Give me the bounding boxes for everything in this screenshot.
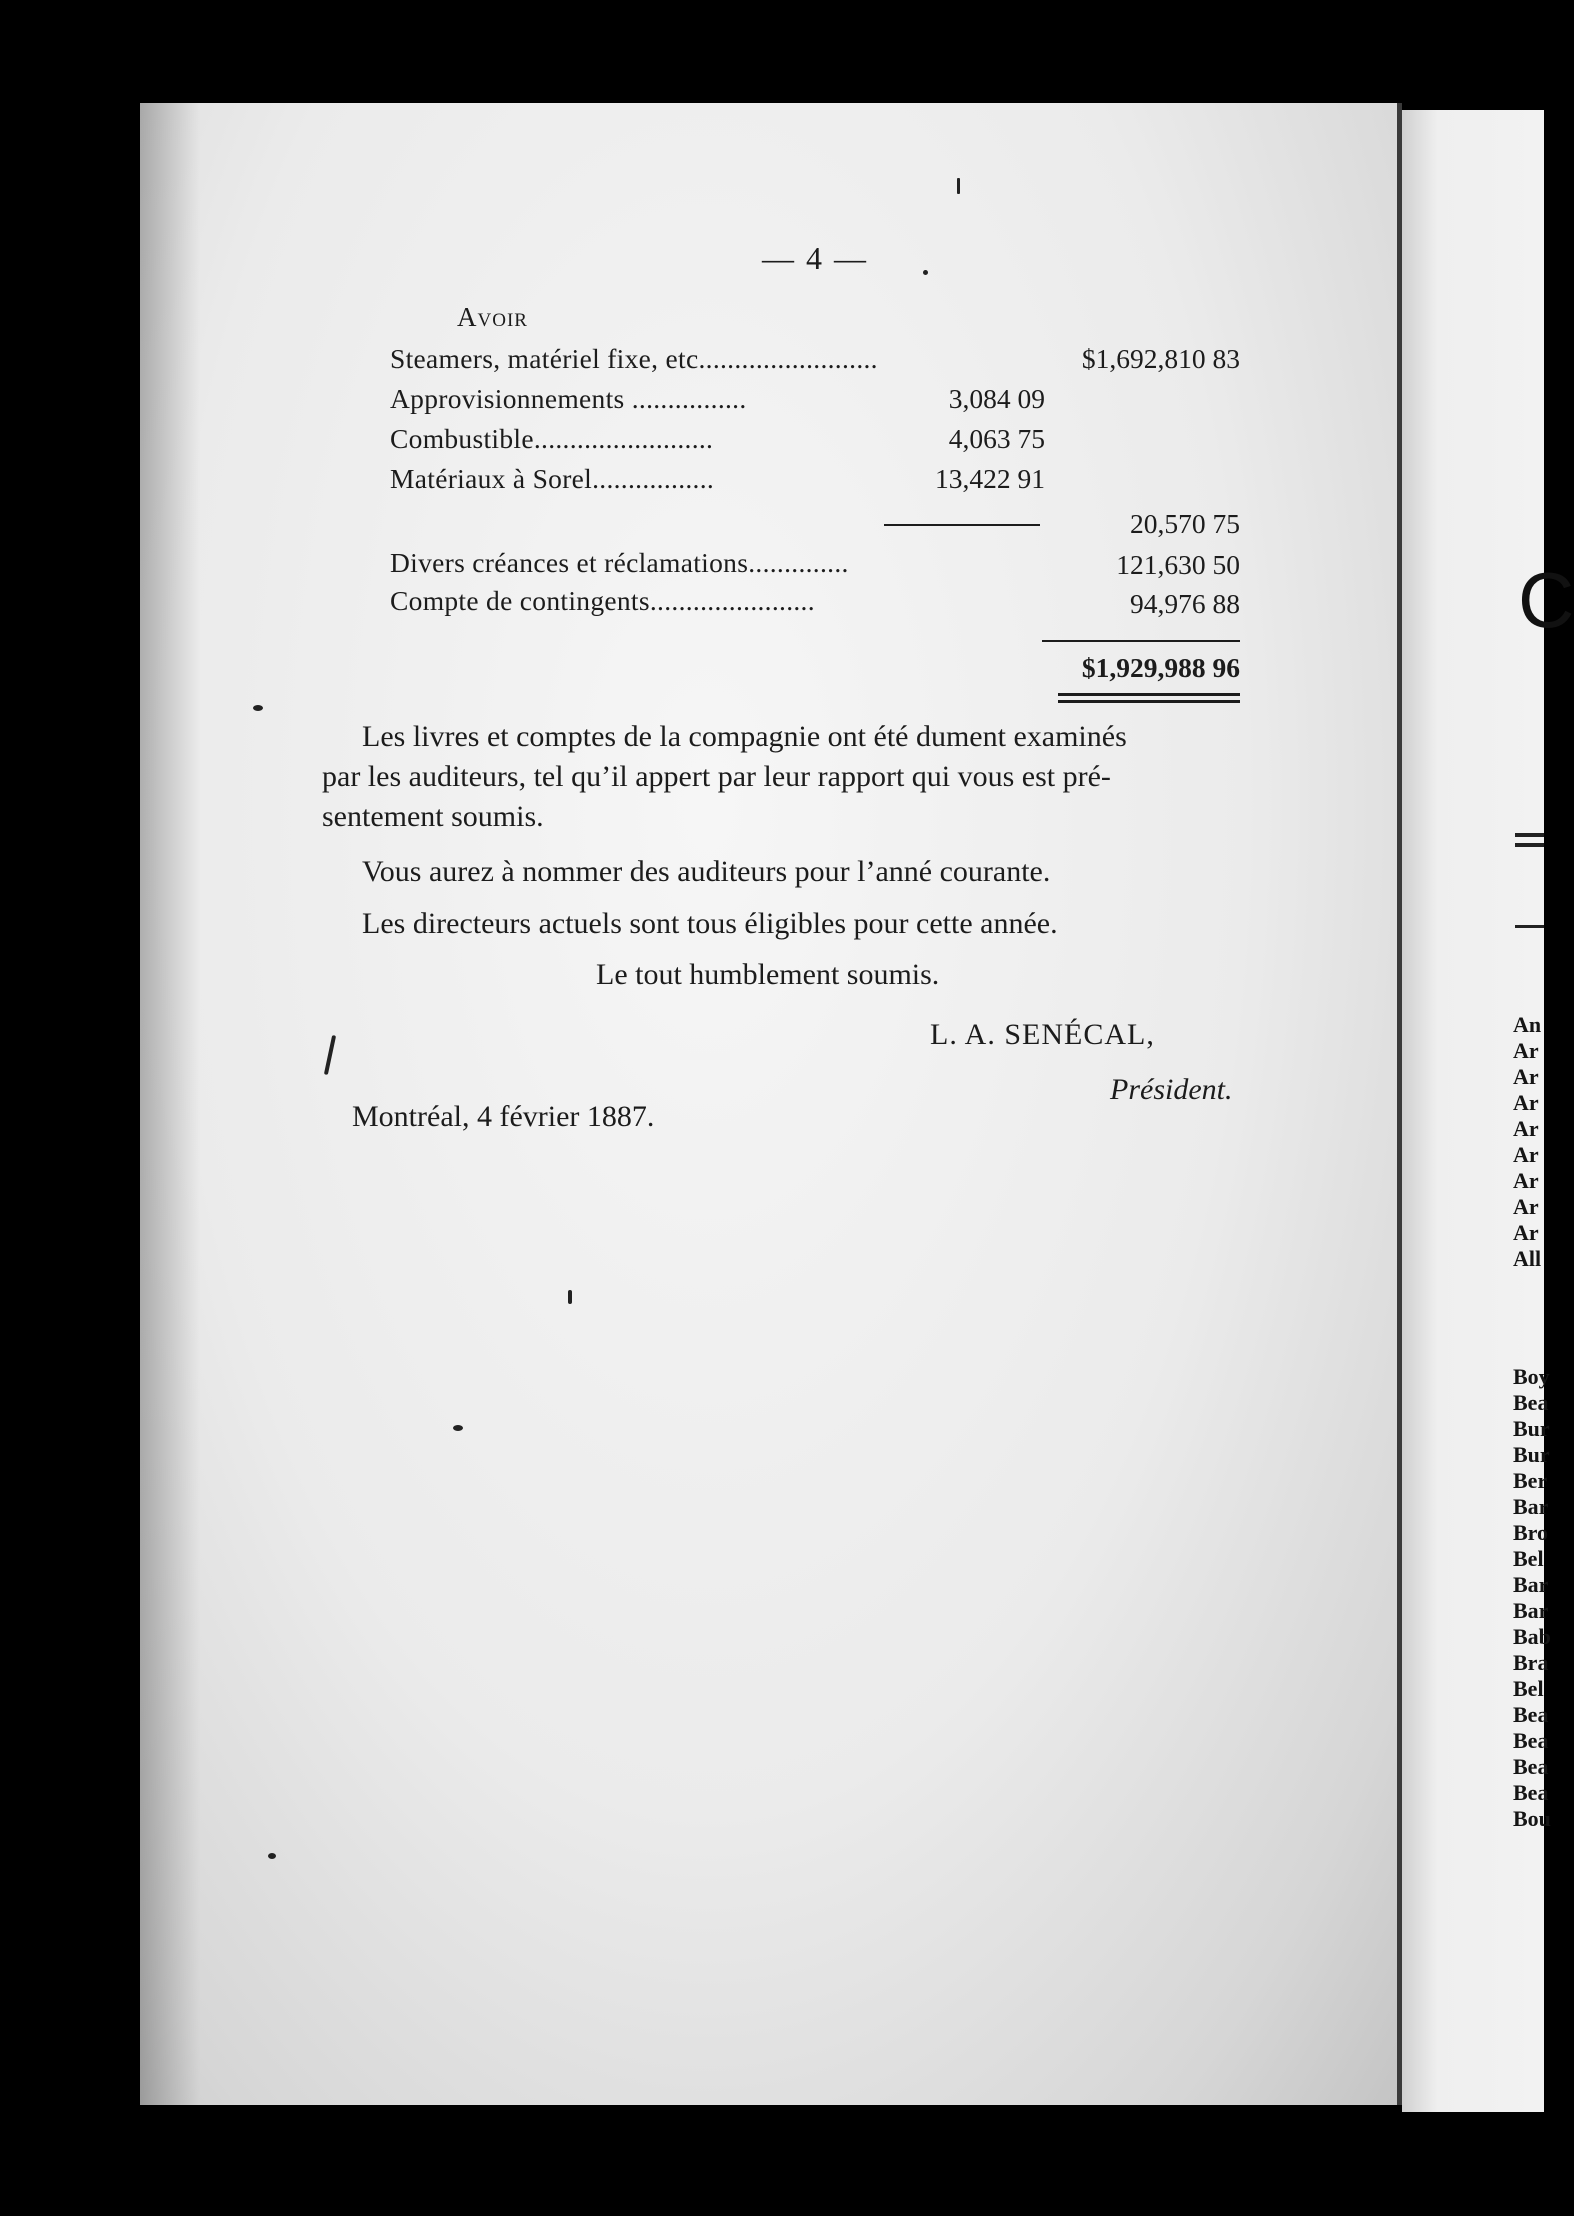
total-amount: $1,929,988 96 (1081, 652, 1240, 683)
right-page-fragment: Ar (1513, 1168, 1539, 1193)
scan-speck (453, 1425, 463, 1431)
body-paragraph-line: Vous aurez à nommer des auditeurs pour l’anné courante. (362, 855, 1051, 888)
ledger-row-amount: 3,084 09 (948, 383, 1045, 414)
right-page-fragment: Bea (1513, 1702, 1549, 1727)
ledger-row-label: Matériaux à Sorel................. (390, 463, 715, 494)
right-page-rule (1515, 833, 1544, 837)
right-page-fragment: Bro (1513, 1520, 1549, 1545)
ledger-row-amount: 13,422 91 (935, 463, 1045, 494)
ledger-row-label: Combustible......................... (390, 423, 714, 454)
scan-speck (957, 178, 960, 194)
page-gutter (1397, 103, 1402, 2105)
right-page-fragment: Bel (1513, 1546, 1544, 1571)
total-rule-double-2 (1058, 700, 1240, 703)
right-page-fragment: Ar (1513, 1116, 1539, 1141)
date-line: Montréal, 4 février 1887. (352, 1100, 655, 1133)
body-paragraph-line: par les auditeurs, tel qu’il appert par leur rapport qui vous est pré- (322, 760, 1111, 793)
right-page-fragment: Ber (1513, 1468, 1548, 1493)
right-page-fragment: Ar (1513, 1142, 1539, 1167)
page-number: — 4 — (762, 240, 868, 276)
right-page-fragment: Bea (1513, 1754, 1549, 1779)
scan-speck (923, 270, 928, 275)
scan-speck (568, 1290, 572, 1304)
right-page-fragment: Ar (1513, 1220, 1539, 1245)
right-page-fragment: Ar (1513, 1194, 1539, 1219)
right-page-fragment: Ar (1513, 1038, 1539, 1063)
body-paragraph-line: sentement soumis. (322, 800, 544, 833)
ledger-row-amount: $1,692,810 83 (1081, 343, 1240, 374)
body-paragraph-line: Les livres et comptes de la compagnie ont été dument examinés (362, 720, 1127, 753)
scan-speck (268, 1853, 276, 1859)
right-page-fragment: Boy (1513, 1364, 1550, 1389)
right-page-fragment: Bar (1513, 1598, 1549, 1623)
right-page-rule (1515, 843, 1544, 847)
section-heading: Avoir (457, 302, 528, 332)
ledger-row-amount: 4,063 75 (948, 423, 1045, 454)
ledger-row-label: Approvisionnements ................ (390, 383, 747, 414)
subtotal-amount: 20,570 75 (1130, 508, 1240, 539)
right-page-fragment: An (1513, 1012, 1542, 1037)
signature-title: Président. (1110, 1073, 1233, 1106)
total-rule-top (1042, 640, 1240, 642)
right-page-fragment: Bel (1513, 1676, 1544, 1701)
ledger-row-label: Divers créances et réclamations.............. (390, 547, 849, 578)
right-page-fragment: Bea (1513, 1390, 1549, 1415)
right-page-fragment: Bou (1513, 1806, 1551, 1831)
right-page-fragment: Bab (1513, 1624, 1551, 1649)
right-page-fragment: Bra (1513, 1650, 1549, 1675)
ledger-row-amount: 121,630 50 (1116, 549, 1240, 580)
right-page-fragment: Bur (1513, 1416, 1550, 1441)
right-page-fragment: Ar (1513, 1064, 1539, 1089)
ledger-row-label: Steamers, matériel fixe, etc......................... (390, 343, 878, 374)
right-page-fragment: Bar (1513, 1494, 1549, 1519)
scan-speck (253, 705, 263, 711)
ledger-row-label: Compte de contingents....................... (390, 585, 815, 616)
right-page-fragment: Bea (1513, 1728, 1549, 1753)
body-paragraph-line: Les directeurs actuels sont tous éligibles pour cette année. (362, 907, 1058, 940)
right-page-heading-glyph: C (1518, 556, 1574, 644)
right-page-rule (1515, 925, 1544, 928)
right-page-fragment: Bar (1513, 1572, 1549, 1597)
right-page-fragment: Bur (1513, 1442, 1550, 1467)
right-page-fragment: Bea (1513, 1780, 1549, 1805)
total-rule-double-1 (1058, 693, 1240, 696)
signature-name: L. A. SENÉCAL, (930, 1018, 1155, 1051)
right-page-fragment: All (1513, 1246, 1542, 1271)
closing-line: Le tout humblement soumis. (596, 958, 940, 991)
right-page-fragment: Ar (1513, 1090, 1539, 1115)
ledger-row-amount: 94,976 88 (1130, 588, 1240, 619)
